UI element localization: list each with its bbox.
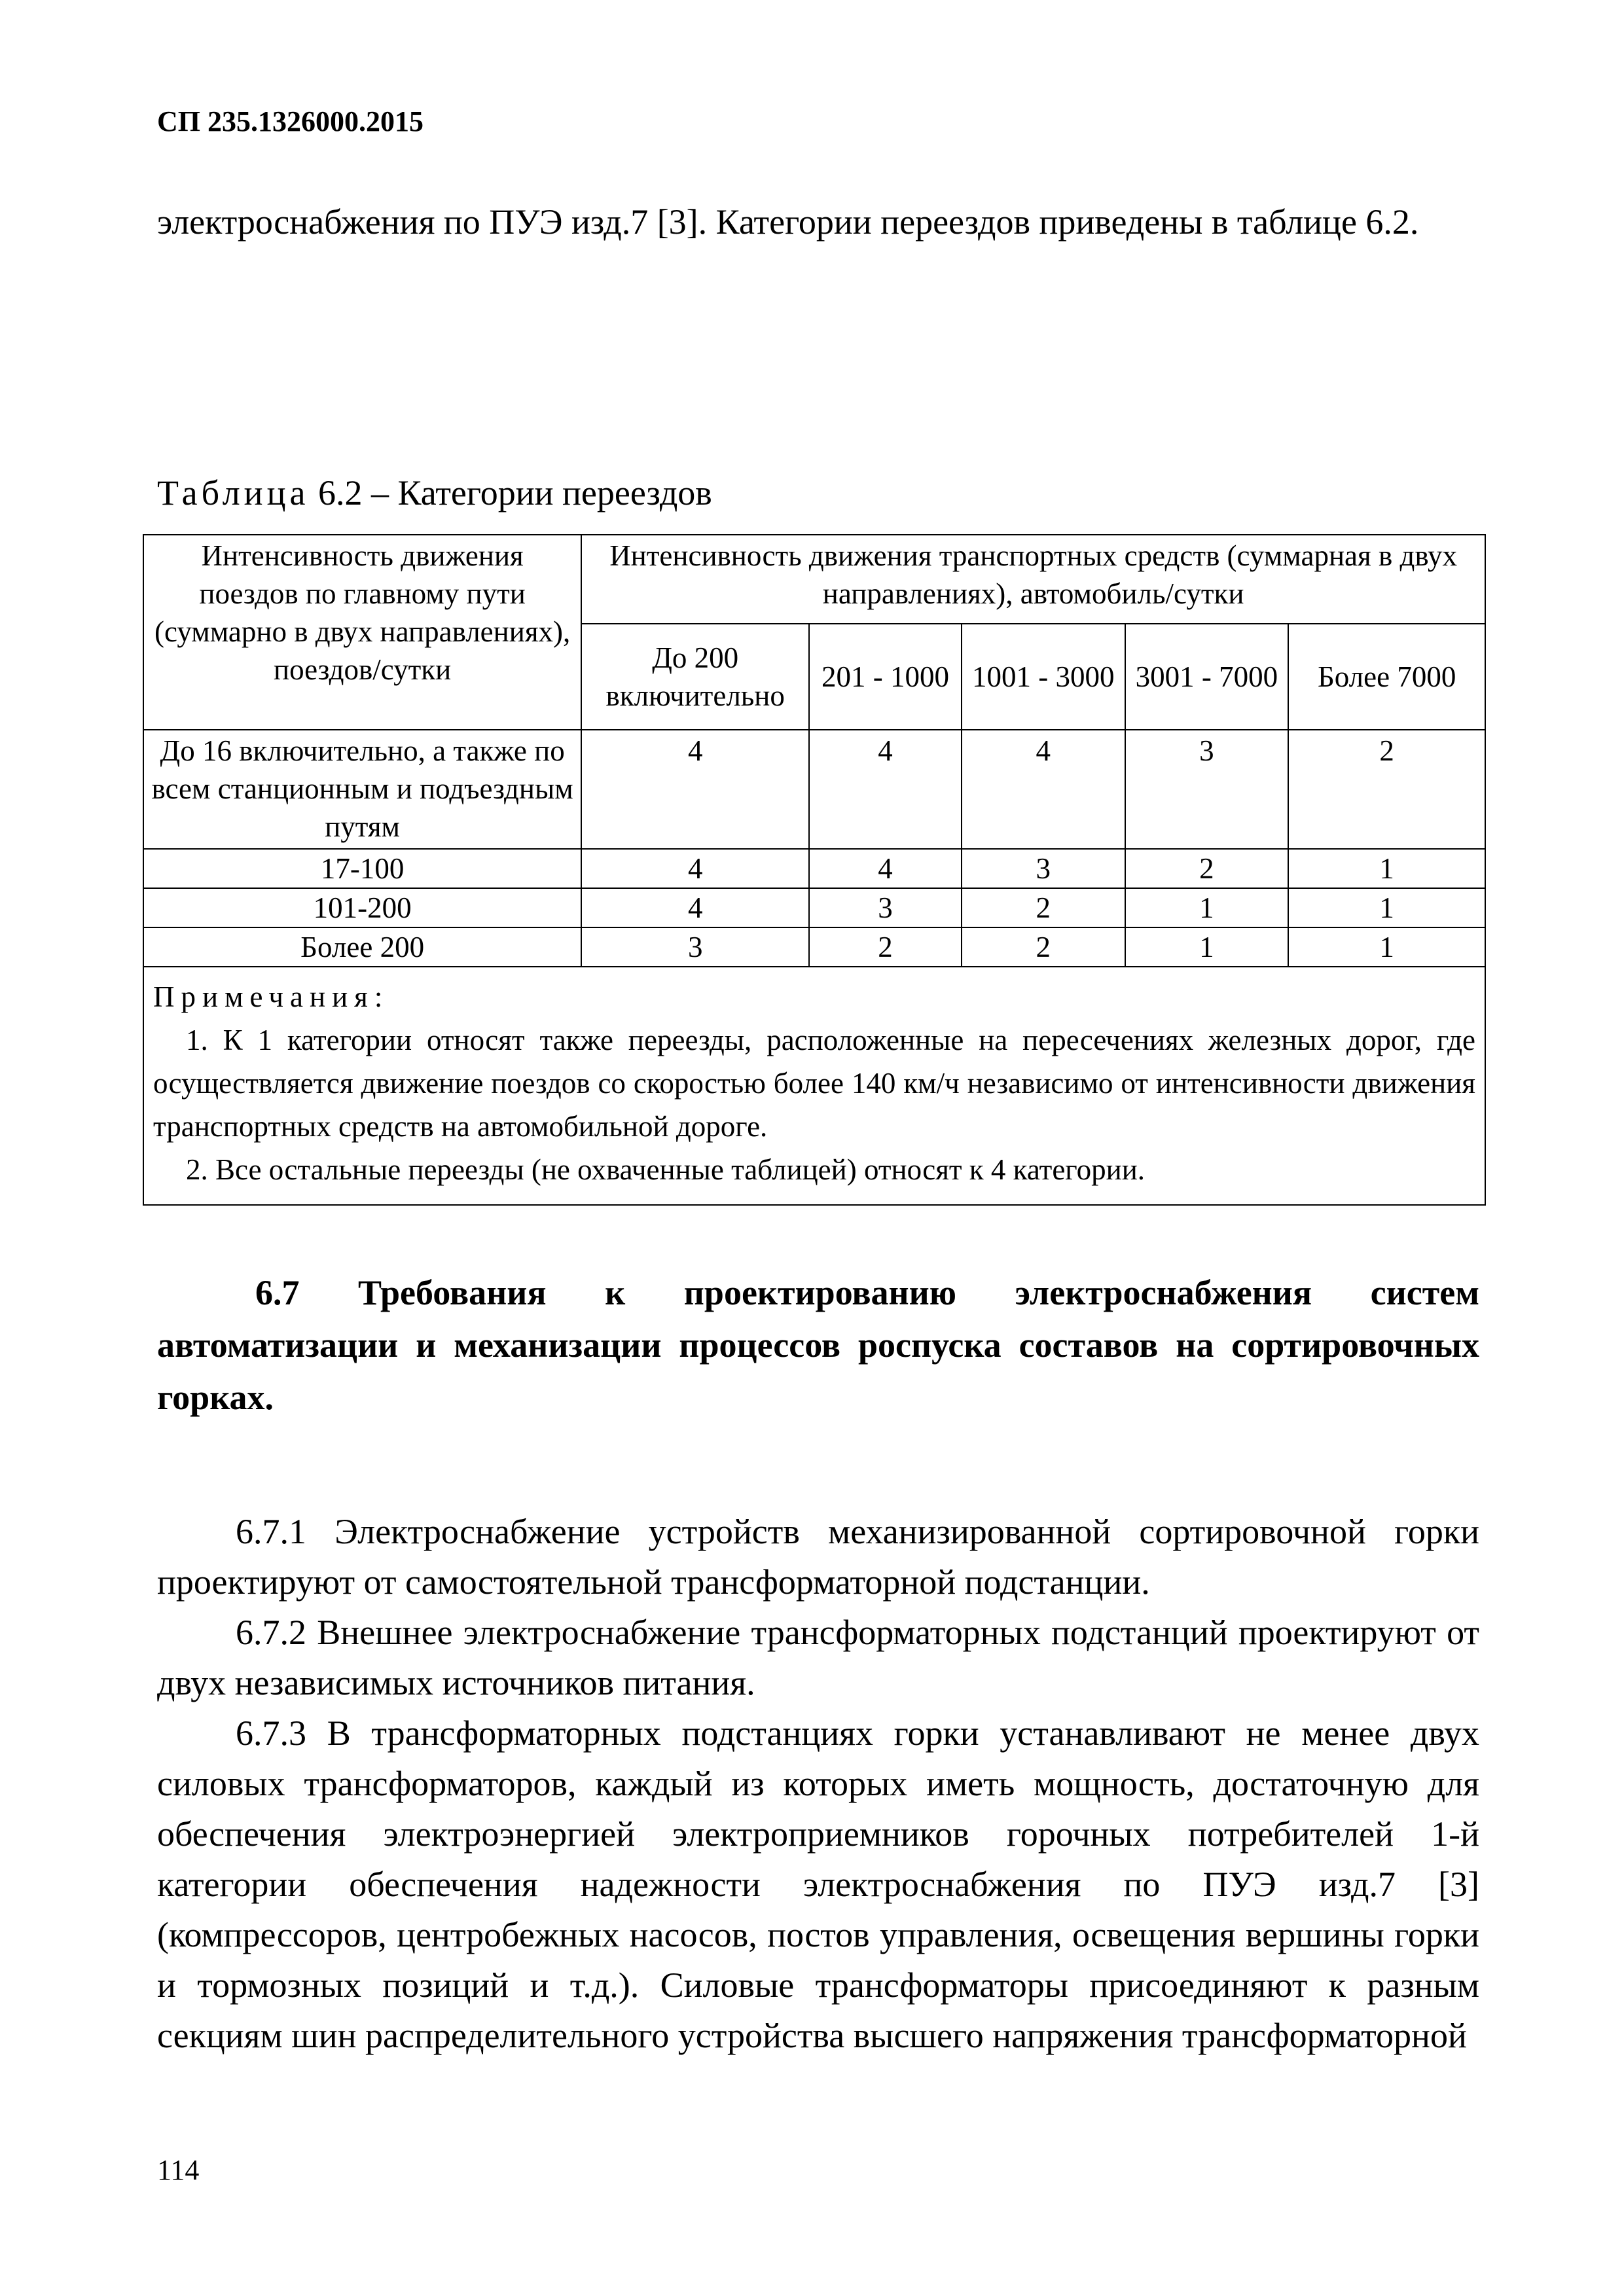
group-header-cell: Интенсивность движения транспортных средств (суммарная в двух направлениях), автомобиль/сутки <box>581 535 1485 624</box>
column-header: До 200 включительно <box>581 624 809 730</box>
row-label: Более 200 <box>143 927 581 967</box>
clause-paragraph: 6.7.3 В трансформаторных подстанциях горки устанавливают не менее двух силовых трансформаторов, каждый из которых иметь мощность, достаточную для обеспечения электроэнергией электроприемников горочных потребителей 1-й категории обеспечения надежности электроснабжения по ПУЭ изд.7 [3] (компрессоров, центробежных насосов, постов управления, освещения вершины горки и тормозных позиций и т.д.). Силовые трансформаторы присоединяют к разным секциям шин распределительного устройства высшего напряжения трансформаторной <box>157 1713 1479 2055</box>
column-header: Более 7000 <box>1288 624 1485 730</box>
table-cell: 1 <box>1125 888 1289 927</box>
table-cell: 3 <box>1125 730 1289 849</box>
table-cell: 4 <box>809 730 962 849</box>
section-number: 6.7 <box>255 1273 300 1312</box>
table-cell: 4 <box>962 730 1125 849</box>
table-row <box>143 849 1485 888</box>
column-header: 3001 - 7000 <box>1125 624 1289 730</box>
table-cell: 4 <box>581 849 809 888</box>
table-cell: 1 <box>1288 849 1485 888</box>
table-cell: 1 <box>1125 927 1289 967</box>
note-item: 2. Все остальные переезды (не охваченные таблицей) относят к 4 категории. <box>186 1153 1146 1186</box>
table-cell: 2 <box>1288 730 1485 849</box>
clause-paragraph: 6.7.1 Электроснабжение устройств механизированной сортировочной горки проектируют от самостоятельной трансформаторной подстанции. <box>157 1512 1479 1602</box>
table-row <box>143 927 1485 967</box>
table-cell: 2 <box>962 927 1125 967</box>
table-cell: 2 <box>1125 849 1289 888</box>
table-caption-label: Таблица <box>157 473 310 512</box>
table-cell: 4 <box>809 849 962 888</box>
table-cell: 3 <box>962 849 1125 888</box>
table-cell: 2 <box>809 927 962 967</box>
table-notes <box>143 967 1485 1205</box>
table-caption-title: 6.2 – Категории переездов <box>309 473 712 512</box>
clauses <box>157 1507 1479 2061</box>
table-cell: 1 <box>1288 888 1485 927</box>
table-cell: 4 <box>581 888 809 927</box>
intro-paragraph: электроснабжения по ПУЭ изд.7 [3]. Категории переездов приведены в таблице 6.2. <box>157 202 1419 242</box>
table-notes-row <box>143 967 1485 1205</box>
table-cell: 2 <box>962 888 1125 927</box>
page-number: 114 <box>157 2154 200 2186</box>
notes-title: Примечания: <box>153 980 389 1013</box>
table-cell: 3 <box>581 927 809 967</box>
table-row <box>143 730 1485 849</box>
table-caption <box>157 473 712 513</box>
document-code: СП 235.1326000.2015 <box>157 105 424 137</box>
section-title-text: Требования к проектированию электроснабжения систем автоматизации и механизации процессов роспуска составов на сортировочных горках. <box>157 1273 1479 1417</box>
table-cell: 1 <box>1288 927 1485 967</box>
row-label: 101-200 <box>143 888 581 927</box>
table-header-row <box>143 535 1485 624</box>
section-heading <box>157 1266 1479 1424</box>
column-header: 1001 - 3000 <box>962 624 1125 730</box>
column-header: 201 - 1000 <box>809 624 962 730</box>
table-cell: 3 <box>809 888 962 927</box>
table-row <box>143 888 1485 927</box>
row-label: До 16 включительно, а также по всем станционным и подъездным путям <box>143 730 581 849</box>
row-header-cell: Интенсивность движения поездов по главному пути (суммарно в двух направлениях), поездов/сутки <box>143 535 581 730</box>
row-label: 17-100 <box>143 849 581 888</box>
note-item: 1. К 1 категории относят также переезды, расположенные на пересечениях железных дорог, где осуществляется движение поездов со скоростью более 140 км/ч независимо от интенсивности движения транспортных средств на автомобильной дороге. <box>153 1024 1475 1143</box>
table-cell: 4 <box>581 730 809 849</box>
crossing-categories-table <box>143 534 1486 1206</box>
clause-paragraph: 6.7.2 Внешнее электроснабжение трансформаторных подстанций проектируют от двух независимых источников питания. <box>157 1613 1479 1702</box>
